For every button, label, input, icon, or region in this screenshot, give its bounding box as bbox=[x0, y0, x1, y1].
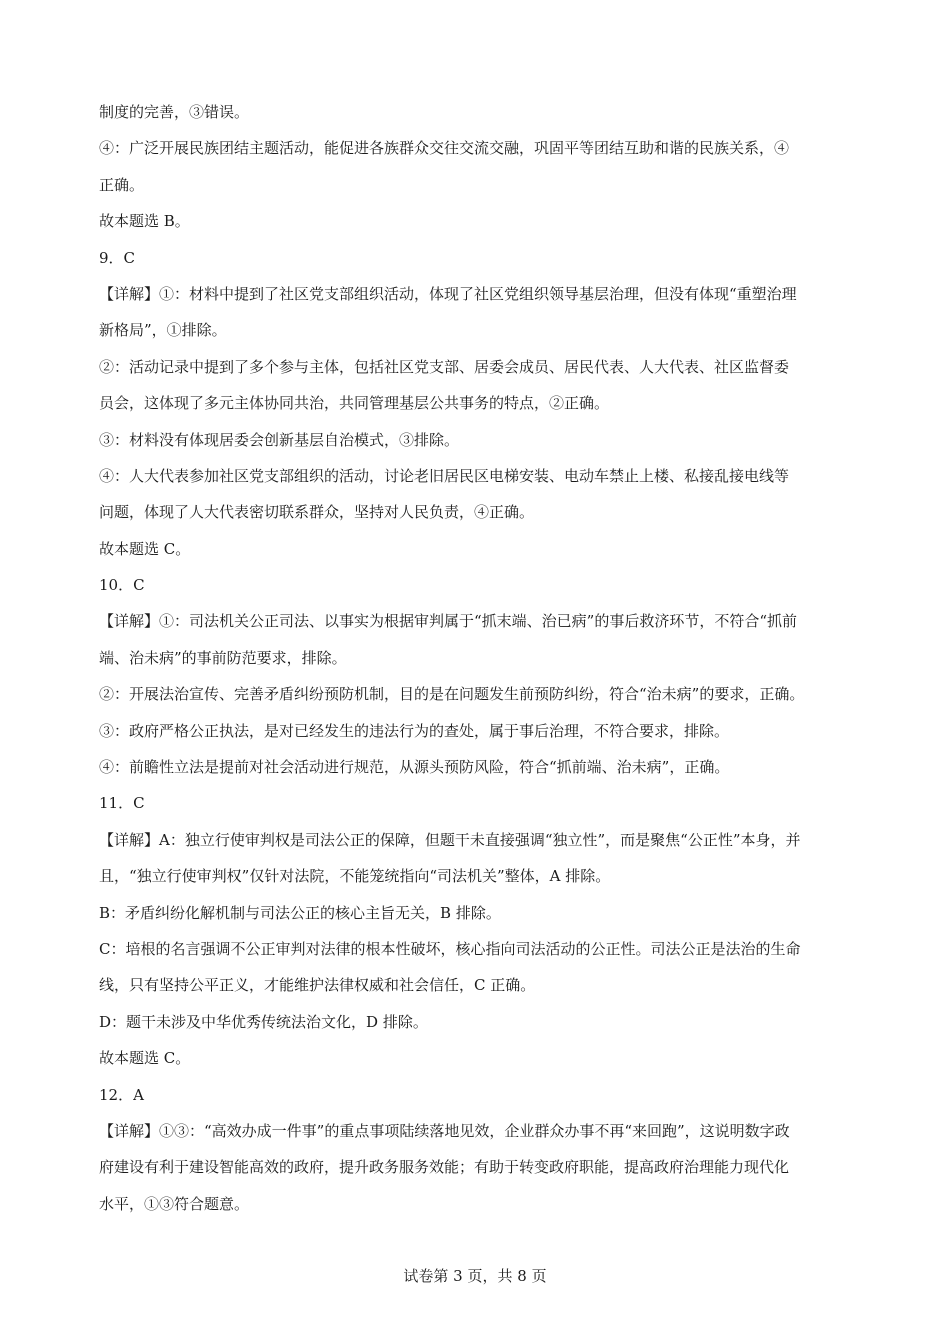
text-line: 故本题选 C。 bbox=[99, 539, 191, 558]
text-line: 新格局”，①排除。 bbox=[99, 321, 227, 340]
text-line: 故本题选 C。 bbox=[99, 1049, 191, 1068]
text-line: ③：材料没有体现居委会创新基层自治模式，③排除。 bbox=[99, 430, 460, 449]
text-line: 故本题选 B。 bbox=[99, 212, 190, 231]
text-line: 制度的完善，③错误。 bbox=[99, 103, 250, 121]
text-line: D：题干未涉及中华优秀传统法治文化，D 排除。 bbox=[99, 1012, 428, 1031]
text-line: 12．A bbox=[99, 1085, 144, 1104]
document-body bbox=[99, 94, 869, 1222]
text-line: 水平，①③符合题意。 bbox=[99, 1194, 250, 1213]
page-footer: 试卷第 3 页，共 8 页 bbox=[403, 1267, 547, 1285]
text-line: 10．C bbox=[99, 576, 145, 595]
text-line: 【详解】①：材料中提到了社区党支部组织活动，体现了社区党组织领导基层治理，但没有体现“重塑治理 bbox=[99, 284, 797, 303]
text-line: 【详解】①③：“高效办成一件事”的重点事项陆续落地见效，企业群众办事不再“来回跑”，这说明数字政 bbox=[99, 1121, 790, 1140]
text-line: B：矛盾纠纷化解机制与司法公正的核心主旨无关，B 排除。 bbox=[99, 903, 501, 922]
text-line: 9．C bbox=[99, 248, 136, 267]
text-line: ④：人大代表参加社区党支部组织的活动，讨论老旧居民区电梯安装、电动车禁止上楼、私接乱接电线等 bbox=[99, 466, 790, 485]
text-line: 员会，这体现了多元主体协同共治，共同管理基层公共事务的特点，②正确。 bbox=[99, 394, 610, 413]
text-line: 问题，体现了人大代表密切联系群众，坚持对人民负责，④正确。 bbox=[99, 503, 535, 522]
text-line: 线，只有坚持公平正义，才能维护法律权威和社会信任，C 正确。 bbox=[99, 976, 536, 995]
text-line: ②：开展法治宣传、完善矛盾纠纷预防机制，目的是在问题发生前预防纠纷，符合“治未病”的要求，正确。 bbox=[99, 685, 805, 704]
text-line: ③：政府严格公正执法，是对已经发生的违法行为的查处，属于事后治理，不符合要求，排除。 bbox=[99, 721, 730, 740]
text-line: 端、治未病”的事前防范要求，排除。 bbox=[99, 648, 347, 667]
text-line: ④：广泛开展民族团结主题活动，能促进各族群众交往交流交融，巩固平等团结互助和谐的民族关系，④ bbox=[99, 139, 790, 158]
text-line: C：培根的名言强调不公正审判对法律的根本性破坏，核心指向司法活动的公正性。司法公正是法治的生命 bbox=[99, 939, 801, 958]
text-line: 【详解】A：独立行使审判权是司法公正的保障，但题干未直接强调“独立性”，而是聚焦“公正性”本身，并 bbox=[99, 830, 801, 849]
text-line: ④：前瞻性立法是提前对社会活动进行规范，从源头预防风险，符合“抓前端、治未病”，正确。 bbox=[99, 758, 730, 777]
text-line: ②：活动记录中提到了多个参与主体，包括社区党支部、居委会成员、居民代表、人大代表、社区监督委 bbox=[99, 357, 790, 376]
text-line: 11．C bbox=[99, 794, 145, 813]
text-line: 【详解】①：司法机关公正司法、以事实为根据审判属于“抓末端、治已病”的事后救济环节，不符合“抓前 bbox=[99, 612, 798, 631]
text-line: 正确。 bbox=[99, 175, 145, 194]
text-line: 府建设有利于建设智能高效的政府，提升政务服务效能；有助于转变政府职能，提高政府治理能力现代化 bbox=[99, 1158, 790, 1177]
text-line: 且，“独立行使审判权”仅针对法院，不能笼统指向“司法机关”整体，A 排除。 bbox=[99, 867, 611, 886]
